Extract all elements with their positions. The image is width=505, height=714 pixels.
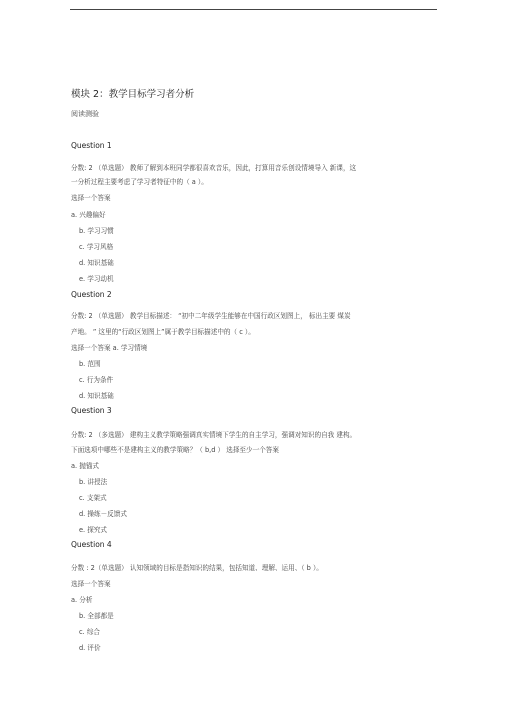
answer-option[interactable]: a. 分析 xyxy=(71,596,93,604)
answer-option[interactable]: b. 学习习惯 xyxy=(79,227,114,235)
question-text-line: 分数: 2 （单选题） 教学目标描述： “初中二年级学生能够在中国行政区划图上， 标出主要 煤炭 xyxy=(71,312,351,320)
answer-option[interactable]: c. 行为条件 xyxy=(79,376,114,384)
answer-option[interactable]: a. 抛锚式 xyxy=(71,462,100,470)
answer-option[interactable]: c. 支架式 xyxy=(79,494,107,502)
answer-option[interactable]: b. 讲授法 xyxy=(79,478,108,486)
answer-option[interactable]: e. 学习动机 xyxy=(79,275,114,283)
question-heading: Question 3 xyxy=(71,406,112,415)
answer-option[interactable]: d. 知识基础 xyxy=(79,392,114,400)
answer-prompt: 选择一个答案 a. 学习情境 xyxy=(71,344,148,352)
header-rule xyxy=(70,9,437,10)
question-heading: Question 4 xyxy=(71,540,112,549)
question-heading: Question 1 xyxy=(71,141,112,150)
page-subtitle: 阅读测验 xyxy=(71,110,99,118)
question-heading: Question 2 xyxy=(71,290,112,299)
question-text-line: 下面选项中哪些不是建构主义的教学策略？（ b,d ） 选择至少一个答案 xyxy=(71,446,279,454)
answer-option[interactable]: d. 知识基础 xyxy=(79,259,114,267)
question-text-line: 分数: 2 （多选题） 建构主义教学策略强调真实情境下学生的自主学习，强调对知识的自我 建构。 xyxy=(71,431,357,439)
answer-option[interactable]: c. 综合 xyxy=(79,628,101,636)
question-text-line: 分数 : 2（单选题） 认知领域的目标是指知识的结果，包括知道、理解、运用、（ b ）。 xyxy=(71,564,323,572)
question-text-line: 分数: 2 （单选题） 教师了解到本班同学都很喜欢音乐，因此，打算用音乐创设情境导入 新课，这 xyxy=(71,164,357,172)
page-title: 模块 2：教学目标学习者分析 xyxy=(71,89,195,100)
answer-prompt: 选择一个答案 xyxy=(71,194,111,202)
answer-prompt: 选择一个答案 xyxy=(71,580,111,588)
question-text-line: 产地。 ” 这里的“行政区划图上”属于教学目标描述中的（ c ）。 xyxy=(71,328,255,336)
answer-option[interactable]: c. 学习风格 xyxy=(79,243,114,251)
answer-option[interactable]: b. 全部都是 xyxy=(79,612,114,620)
question-text-line: 一分析过程主要考虑了学习者特征中的（ a ）。 xyxy=(71,178,208,186)
answer-option[interactable]: e. 探究式 xyxy=(79,526,108,534)
answer-option[interactable]: d. 评价 xyxy=(79,644,101,652)
answer-option[interactable]: a. 兴趣偏好 xyxy=(71,211,106,219)
answer-option[interactable]: d. 操练－反馈式 xyxy=(79,510,127,518)
answer-option[interactable]: b. 范围 xyxy=(79,360,101,368)
